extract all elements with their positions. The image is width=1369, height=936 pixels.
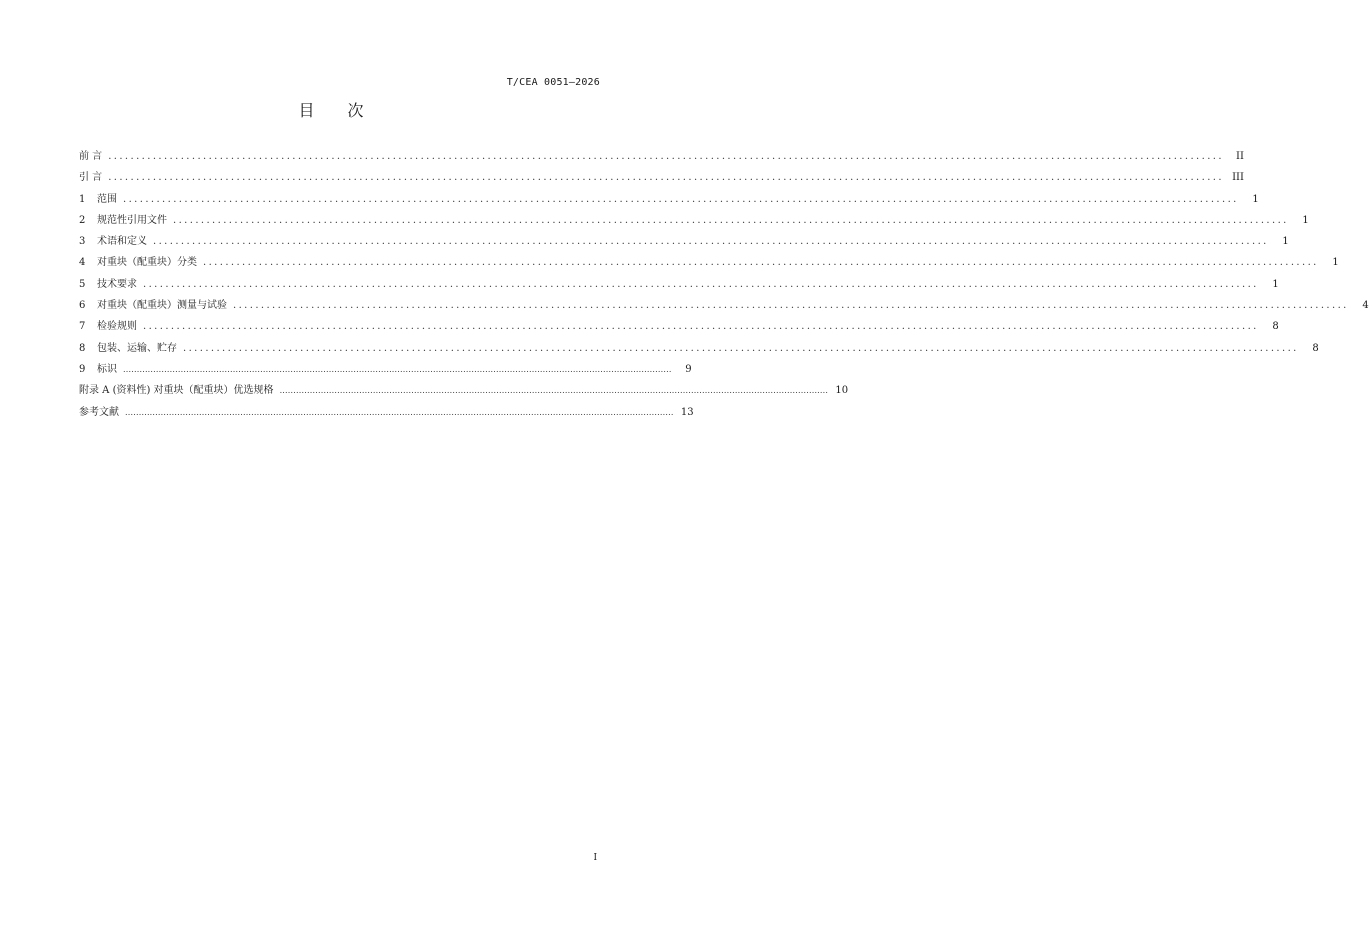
page-title: 目 次 [298, 101, 378, 120]
toc-entry[interactable] [79, 211, 1309, 232]
toc-entry-page: 8 [1312, 342, 1319, 354]
toc-entry[interactable] [79, 253, 1339, 274]
toc-entry-page: 4 [1362, 300, 1369, 312]
toc-entry-title [79, 211, 173, 226]
toc-entry[interactable] [79, 381, 849, 402]
toc-entry-page: 1 [1332, 257, 1339, 269]
toc-entry-title [79, 360, 123, 375]
toc-entry-title [79, 190, 123, 205]
toc-entry-title [79, 147, 108, 162]
toc-entry-label: 参考文献 [79, 406, 119, 418]
toc-entry-number: 5 [79, 278, 86, 290]
toc-entry-title [79, 317, 143, 332]
toc-entry-label: 对重块（配重块）分类 [97, 257, 197, 269]
toc-entry-number: 9 [79, 363, 86, 375]
toc-entry-page: 9 [685, 363, 692, 375]
table-of-contents [79, 147, 1369, 424]
toc-entry-title [79, 296, 233, 311]
toc-entry-page: II [1236, 151, 1244, 162]
toc-entry-number: 7 [79, 321, 86, 333]
toc-entry-title [79, 339, 183, 354]
toc-entry-number: 2 [79, 214, 86, 226]
toc-entry-title [79, 381, 280, 396]
toc-entry-title [79, 275, 143, 290]
standard-number: T/CEA 0051—2026 [506, 77, 600, 88]
toc-entry-label: 技术要求 [97, 278, 137, 290]
toc-entry-label: 前 言 [79, 151, 103, 162]
toc-entry-number: 4 [79, 257, 86, 269]
toc-entry-label: 引 言 [79, 172, 103, 184]
toc-entry-number: 8 [79, 342, 86, 354]
toc-entry-number: 6 [79, 300, 86, 312]
page-number: I [593, 853, 597, 863]
toc-entry-title [79, 253, 203, 268]
toc-entry[interactable] [79, 232, 1289, 253]
dot-leader: ........................................................................................................................................................................................................ [143, 278, 1259, 290]
toc-entry-page: 8 [1272, 321, 1279, 333]
toc-entry-label: 对重块（配重块）测量与试验 [97, 300, 227, 312]
toc-entry[interactable] [79, 360, 692, 381]
toc-entry-label: 包装、运输、贮存 [97, 342, 177, 354]
dot-leader: ........................................................................................................................................................................................................ [203, 257, 1319, 269]
toc-entry-number: 1 [79, 193, 86, 205]
dot-leader: ........................................................................................................................................................................................................ [279, 386, 829, 396]
toc-entry-page: 1 [1302, 214, 1309, 226]
toc-entry-number: 3 [79, 236, 86, 248]
toc-entry[interactable] [79, 296, 1369, 317]
dot-leader: ........................................................................................................................................................................................................ [153, 236, 1269, 248]
toc-entry[interactable] [79, 168, 1244, 189]
dot-leader: ........................................................................................................................................................................................................ [125, 407, 674, 417]
toc-entry-page: 1 [1252, 193, 1259, 205]
toc-entry-page: 10 [835, 385, 849, 397]
toc-entry-page: 1 [1272, 278, 1279, 290]
toc-entry-label: 规范性引用文件 [97, 214, 167, 226]
dot-leader: ........................................................................................................................................................................................................ [123, 364, 672, 374]
dot-leader: ........................................................................................................................................................................................................ [183, 342, 1299, 354]
dot-leader: ........................................................................................................................................................................................................ [108, 151, 1224, 162]
toc-entry-label: 检验规则 [97, 321, 137, 333]
dot-leader: ........................................................................................................................................................................................................ [123, 193, 1239, 205]
toc-entry[interactable] [79, 403, 694, 424]
toc-entry-title [79, 168, 108, 183]
toc-entry[interactable] [79, 339, 1319, 360]
dot-leader: ........................................................................................................................................................................................................ [233, 300, 1349, 312]
toc-entry-page: 13 [680, 406, 694, 418]
toc-entry[interactable] [79, 275, 1279, 296]
dot-leader: ........................................................................................................................................................................................................ [173, 214, 1289, 226]
toc-entry-label: 标识 [97, 363, 117, 375]
toc-entry-page: 1 [1282, 236, 1289, 248]
dot-leader: ........................................................................................................................................................................................................ [143, 321, 1259, 333]
dot-leader: ........................................................................................................................................................................................................ [108, 172, 1224, 184]
toc-entry[interactable] [79, 317, 1279, 338]
toc-entry[interactable] [79, 190, 1259, 211]
toc-entry[interactable] [79, 147, 1244, 168]
toc-entry-label: 范围 [97, 193, 117, 205]
toc-entry-title [79, 232, 153, 247]
toc-entry-page: III [1232, 172, 1244, 184]
toc-entry-label: 附录 A (资料性) 对重块（配重块）优选规格 [79, 385, 274, 397]
toc-entry-title [79, 403, 125, 418]
toc-entry-label: 术语和定义 [97, 236, 147, 248]
